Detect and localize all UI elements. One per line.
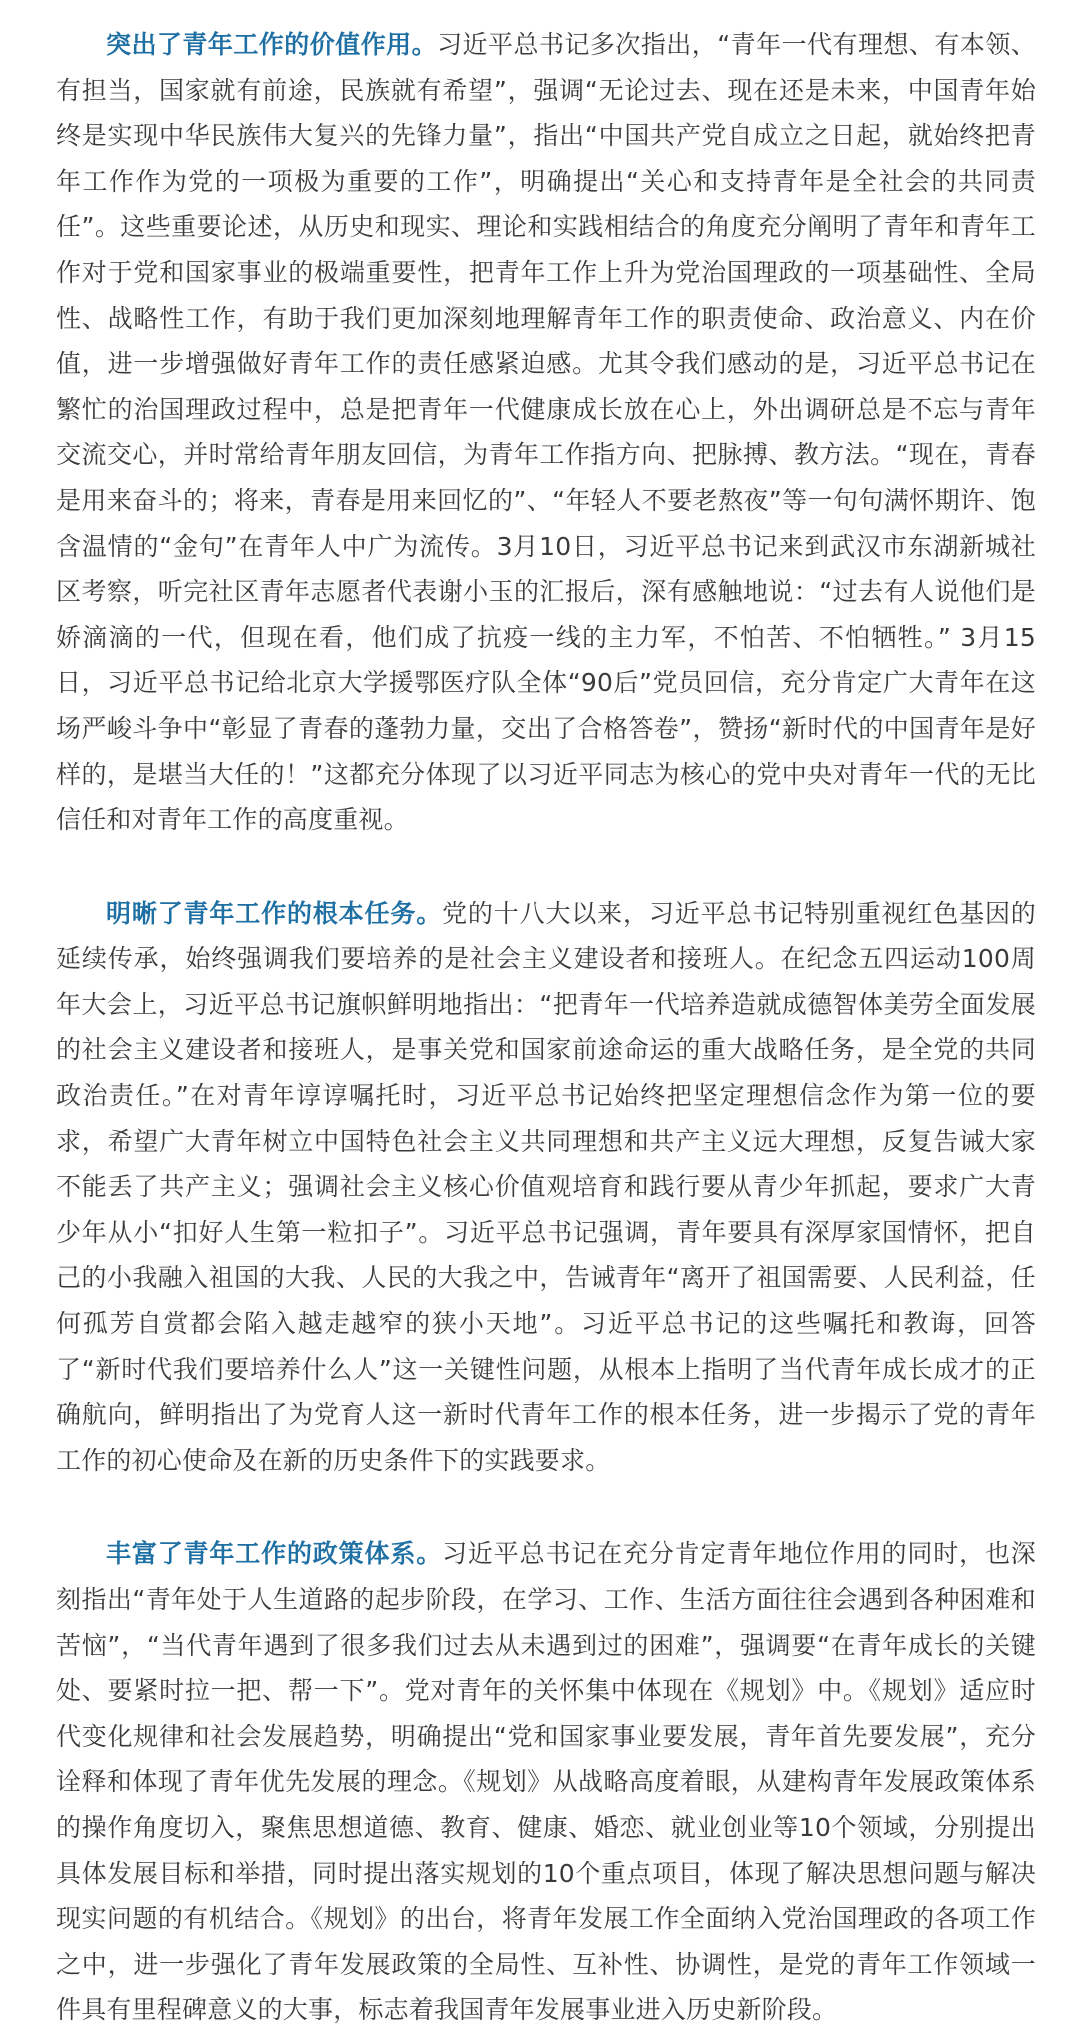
paragraph-lead-heading: 丰富了青年工作的政策体系。 (106, 1539, 443, 1569)
paragraph-body-text: 习近平总书记多次指出，“青年一代有理想、有本领、有担当，国家就有前途，民族就有希望”，强调“无论过去、现在还是未来，中国青年始终是实现中华民族伟大复兴的先锋力量”，指出“中国共产党自成立之日起，就始终把青年工作作为党的一项极为重要的工作”，明确提出“关心和支持青年是全社会的共同责任”。这些重要论述，从历史和现实、理论和实践相结合的角度充分阐明了青年和青年工作对于党和国家事业的极端重要性，把青年工作上升为党治国理政的一项基础性、全局性、战略性工作，有助于我们更加深刻地理解青年工作的职责使命、政治意义、内在价值，进一步增强做好青年工作的责任感紧迫感。尤其令我们感动的是，习近平总书记在繁忙的治国理政过程中，总是把青年一代健康成长放在心上，外出调研总是不忘与青年交流交心，并时常给青年朋友回信，为青年工作指方向、把脉搏、教方法。“现在，青春是用来奋斗的；将来，青春是用来回忆的”、“年轻人不要老熬夜”等一句句满怀期许、饱含温情的“金句”在青年人中广为流传。3月10日，习近平总书记来到武汉市东湖新城社区考察，听完社区青年志愿者代表谢小玉的汇报后，深有感触地说：“过去有人说他们是娇滴滴的一代，但现在看，他们成了抗疫一线的主力军，不怕苦、不怕牺牲。” 3月15日，习近平总书记给北京大学援鄂医疗队全体“90后”党员回信，充分肯定广大青年在这场严峻斗争中“彰显了青春的蓬勃力量，交出了合格答卷”，赞扬“新时代的中国青年是好样的，是堪当大任的！”这都充分体现了以习近平同志为核心的党中央对青年一代的无比信任和对青年工作的高度重视。 (56, 30, 1036, 835)
paragraph-body-text: 党的十八大以来，习近平总书记特别重视红色基因的延续传承，始终强调我们要培养的是社会主义建设者和接班人。在纪念五四运动100周年大会上，习近平总书记旗帜鲜明地指出：“把青年一代培养造就成德智体美劳全面发展的社会主义建设者和接班人，是事关党和国家前途命运的重大战略任务，是全党的共同政治责任。”在对青年谆谆嘱托时，习近平总书记始终把坚定理想信念作为第一位的要求，希望广大青年树立中国特色社会主义共同理想和共产主义远大理想，反复告诫大家不能丢了共产主义；强调社会主义核心价值观培育和践行要从青少年抓起，要求广大青少年从小“扣好人生第一粒扣子”。习近平总书记强调，青年要具有深厚家国情怀，把自己的小我融入祖国的大我、人民的大我之中，告诫青年“离开了祖国需要、人民利益，任何孤芳自赏都会陷入越走越窄的狭小天地”。习近平总书记的这些嘱托和教诲，回答了“新时代我们要培养什么人”这一关键性问题，从根本上指明了当代青年成长成才的正确航向，鲜明指出了为党育人这一新时代青年工作的根本任务，进一步揭示了党的青年工作的初心使命及在新的历史条件下的实践要求。 (56, 898, 1036, 1475)
article-body (56, 22, 1036, 2033)
paragraph-lead-heading: 突出了青年工作的价值作用。 (106, 30, 438, 59)
paragraph-body-text: 习近平总书记在充分肯定青年地位作用的同时，也深刻指出“青年处于人生道路的起步阶段，在学习、工作、生活方面往往会遇到各种困难和苦恼”，“当代青年遇到了很多我们过去从未遇到过的困难”，强调要“在青年成长的关键处、要紧时拉一把、帮一下”。党对青年的关怀集中体现在《规划》中。《规划》适应时代变化规律和社会发展趋势，明确提出“党和国家事业要发展，青年首先要发展”，充分诠释和体现了青年优先发展的理念。《规划》从战略高度着眼，从建构青年发展政策体系的操作角度切入，聚焦思想道德、教育、健康、婚恋、就业创业等10个领域，分别提出具体发展目标和举措，同时提出落实规划的10个重点项目，体现了解决思想问题与解决现实问题的有机结合。《规划》的出台，将青年发展工作全面纳入党治国理政的各项工作之中，进一步强化了青年发展政策的全局性、互补性、协调性，是党的青年工作领域一件具有里程碑意义的大事，标志着我国青年发展事业进入历史新阶段。 (56, 1539, 1036, 2025)
paragraph-policy-system (56, 1531, 1036, 2033)
paragraph-value-role (56, 22, 1036, 843)
paragraph-fundamental-task (56, 891, 1036, 1484)
paragraph-lead-heading: 明晰了青年工作的根本任务。 (106, 898, 443, 928)
